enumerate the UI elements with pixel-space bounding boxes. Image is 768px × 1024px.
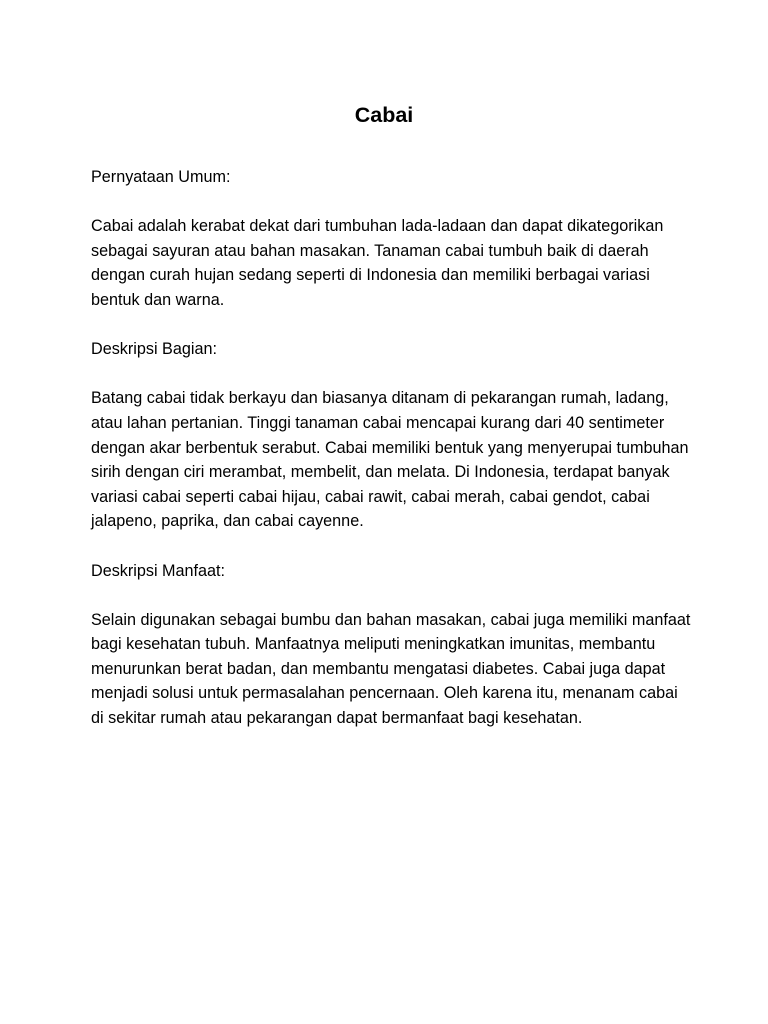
document-body bbox=[91, 165, 691, 755]
paragraph-benefits-description: Selain digunakan sebagai bumbu dan bahan masakan, cabai juga memiliki manfaat bagi kesehatan tubuh. Manfaatnya meliputi meningkatkan imunitas, membantu menurunkan berat badan, dan membantu mengatasi diabetes. Cabai juga dapat menjadi solusi untuk permasalahan pencernaan. Oleh karena itu, menanam cabai di sekitar rumah atau pekarangan dapat bermanfaat bagi kesehatan. bbox=[91, 610, 691, 728]
section-heading-general-statement: Pernyataan Umum: bbox=[91, 168, 231, 186]
document-title: Cabai bbox=[354, 103, 414, 127]
paragraph-general-statement: Cabai adalah kerabat dekat dari tumbuhan lada-ladaan dan dapat dikategorikan sebagai sayuran atau bahan masakan. Tanaman cabai tumbuh baik di daerah dengan curah hujan sedang seperti di Indonesia dan memiliki berbagai variasi bentuk dan warna. bbox=[91, 217, 664, 309]
paragraph-parts-description: Batang cabai tidak berkayu dan biasanya ditanam di pekarangan rumah, ladang, atau lahan pertanian. Tinggi tanaman cabai mencapai kurang dari 40 sentimeter dengan akar berbentuk serabut. Cabai memiliki bentuk yang menyerupai tumbuhan sirih dengan ciri merambat, membelit, dan melata. Di Indonesia, terdapat banyak variasi cabai seperti cabai hijau, cabai rawit, cabai merah, cabai gendot, cabai jalapeno, paprika, dan cabai cayenne. bbox=[91, 389, 689, 531]
section-heading-benefits-description: Deskripsi Manfaat: bbox=[91, 561, 226, 580]
section-heading-parts-description: Deskripsi Bagian: bbox=[91, 340, 217, 359]
